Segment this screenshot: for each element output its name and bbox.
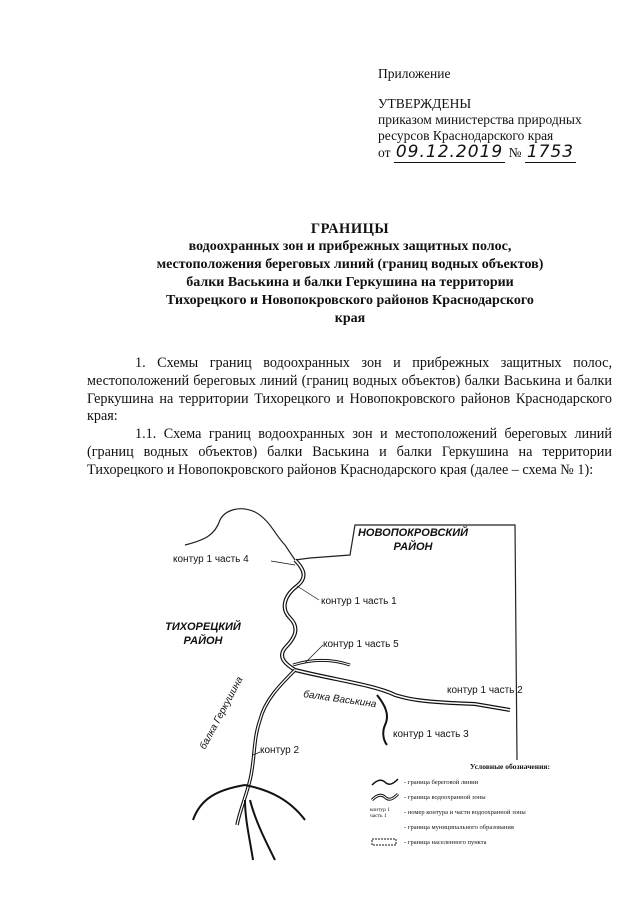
legend-label: - номер контура и части водоохранной зоны (404, 808, 526, 816)
legend-row (370, 792, 610, 802)
legend-label: - граница водоохранной зоны (404, 793, 486, 801)
approval-line-1: приказом министерства природных (378, 112, 582, 127)
document-title (150, 220, 550, 328)
label-contour-1-part-1: контур 1 часть 1 (321, 596, 397, 607)
document-body (87, 355, 612, 480)
leader-c1p4 (271, 561, 295, 565)
legend-row (370, 822, 610, 832)
river-gerkushina-fork-2 (193, 785, 245, 820)
river-gerkushina-fork-3 (250, 800, 275, 860)
approval-line-2: ресурсов Краснодарского края (378, 128, 554, 143)
region-west-2: РАЙОН (183, 635, 223, 647)
region-west-1: ТИХОРЕЦКИЙ (165, 621, 241, 633)
leader-c1p1 (297, 586, 319, 600)
approval-block (378, 66, 582, 161)
label-contour-1-part-5: контур 1 часть 5 (323, 639, 399, 650)
title-sub: водоохранных зон и прибрежных защитных полос, местоположения береговых линий (границ водных объектов) балки Васькина и балки Геркушина на территории Тихорецкого и Новопокровского районов Краснодарского края (156, 239, 544, 326)
settlement-boundary-icon (370, 837, 400, 847)
municipal-boundary-icon (370, 822, 400, 832)
shoreline-line-icon (370, 777, 400, 787)
approval-date-line (378, 144, 576, 161)
label-contour-1-part-3: контур 1 часть 3 (393, 729, 469, 740)
label-contour-2: контур 2 (260, 745, 300, 756)
paragraph-1: 1. Схемы границ водоохранных зон и прибрежных защитных полос, местоположений береговых линий (границ водных объектов) балки Васькина и балки Геркушина на территории Тихорецкого и Новопокровского районов Краснодарского края: (87, 355, 612, 425)
region-north-1: НОВОПОКРОВСКИЙ (357, 527, 469, 539)
river-c13 (377, 695, 387, 745)
legend-contour-symbol: контур 1 часть 1 (370, 807, 391, 819)
region-north-2: РАЙОН (393, 541, 433, 553)
label-contour-1-part-2: контур 1 часть 2 (447, 685, 523, 696)
legend-row (370, 777, 610, 787)
label-contour-1-part-4: контур 1 часть 4 (173, 554, 249, 565)
label-river-vaskina: балка Васькина (302, 689, 378, 711)
protection-zone-line-icon (370, 792, 400, 802)
legend-row (370, 807, 610, 817)
annex-label: Приложение (378, 66, 451, 81)
map-legend (370, 762, 610, 852)
title-main: ГРАНИЦЫ (310, 221, 390, 237)
municipal-boundary (185, 509, 517, 760)
paragraph-1-1: 1.1. Схема границ водоохранных зон и местоположений береговых линий (границ водных объектов) балки Васькина и балки Геркушина на территории Тихорецкого и Новопокровского районов Краснодарского края (далее – схема № 1): (87, 426, 612, 478)
approval-date: 09.12.2019 (395, 142, 504, 162)
label-river-gerkushina: балка Геркушина (197, 675, 246, 752)
approval-number: 1753 (526, 142, 575, 162)
number-prefix: № (508, 145, 522, 160)
legend-title: Условные обозначения: (470, 762, 550, 771)
date-prefix: от (378, 145, 391, 160)
legend-label: - граница береговой линии (404, 778, 479, 786)
approved-label: УТВЕРЖДЕНЫ (378, 96, 472, 111)
legend-row (370, 837, 610, 847)
legend-label: - граница муниципального образования (404, 823, 514, 831)
legend-label: - граница населенного пункта (404, 838, 487, 846)
